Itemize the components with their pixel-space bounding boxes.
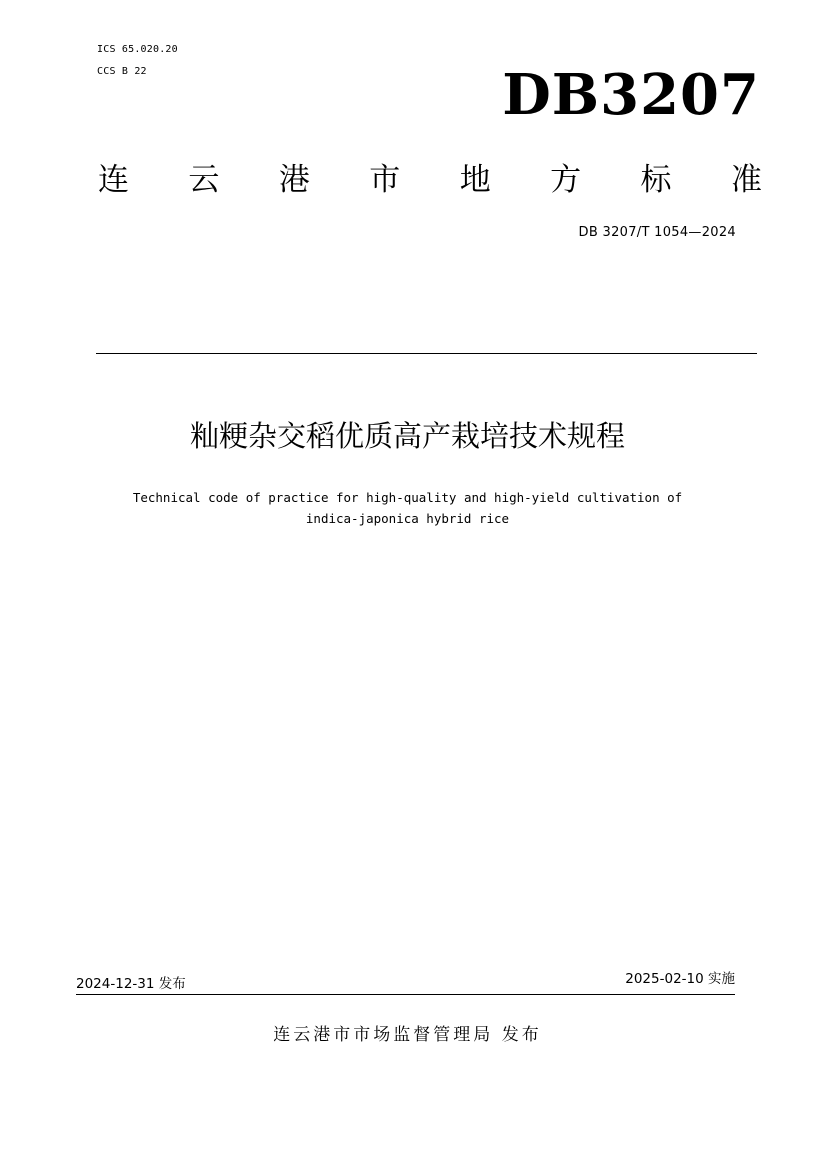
title-chinese: 籼粳杂交稻优质高产栽培技术规程 <box>189 419 625 453</box>
standard-type-char: 标 <box>640 162 672 198</box>
db-mark: DB3207 <box>502 62 760 128</box>
implement-date: 2025-02-10 实施 <box>625 971 735 987</box>
standard-type-char: 连 <box>98 162 129 198</box>
standard-type-char: 地 <box>459 162 491 198</box>
standard-type-char: 方 <box>550 162 582 198</box>
publish-date: 2024-12-31 发布 <box>76 976 186 992</box>
top-divider <box>96 353 757 354</box>
ics-code: ICS 65.020.20 <box>97 44 178 55</box>
standard-type-heading <box>98 160 762 200</box>
standard-number: DB 3207/T 1054—2024 <box>578 225 736 240</box>
standard-type-char: 准 <box>730 162 762 198</box>
standard-type-char: 云 <box>188 162 220 198</box>
standard-type-char: 市 <box>369 162 401 198</box>
issuer: 连云港市市场监督管理局 发布 <box>273 1025 542 1045</box>
title-english: Technical code of practice for high-quality and high-yield cultivation of indica-japonica hybrid rice <box>132 490 683 526</box>
ccs-code: CCS B 22 <box>97 66 147 77</box>
bottom-divider <box>76 994 735 995</box>
standard-type-char: 港 <box>278 162 310 198</box>
